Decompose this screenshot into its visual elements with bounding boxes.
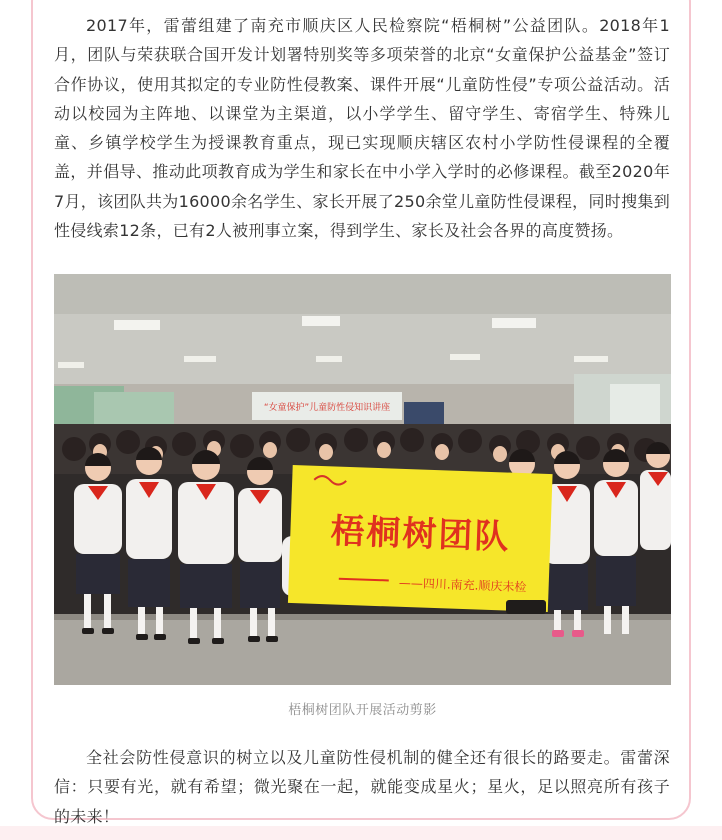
photo-caption: 梧桐树团队开展活动剪影 <box>288 703 437 718</box>
banner-sub-text: ——四川.南充.顺庆未检 <box>398 575 527 595</box>
banner-main-text: 梧桐树团队 <box>329 511 512 558</box>
closing-paragraph: 全社会防性侵意识的树立以及儿童防性侵机制的健全还有很长的路要走。雷蕾深信：只要有光，就有希望；微光聚在一起，就能变成星火；星火，足以照亮所有孩子的未来！ <box>54 748 670 826</box>
backdrop-text: “女童保护”儿童防性侵知识讲座 <box>263 403 391 413</box>
intro-paragraph: 2017年，雷蕾组建了南充市顺庆区人民检察院“梧桐树”公益团队。2018年1月，团队与荣获联合国开发计划署特别奖等多项荣誉的北京“女童保护公益基金”签订合作协议，使用其拟定的专业防性侵教案、课件开展“儿童防性侵”专项公益活动。活动以校园为主阵地、以课堂为主渠道，以小学学生、留守学生、寄宿学生、特殊儿童、乡镇学校学生为授课教育重点，现已实现顺庆辖区农村小学防性侵课程的全覆盖，并倡导、推动此项教育成为学生和家长在中小学入学时的必修课程。截至2020年7月，该团队共为16000余名学生、家长开展了250余堂儿童防性侵课程，同时搜集到性侵线索12条，已有2人被刑事立案，得到学生、家长及社会各界的高度赞扬。 <box>54 16 670 241</box>
team-activity-photo <box>54 274 671 685</box>
